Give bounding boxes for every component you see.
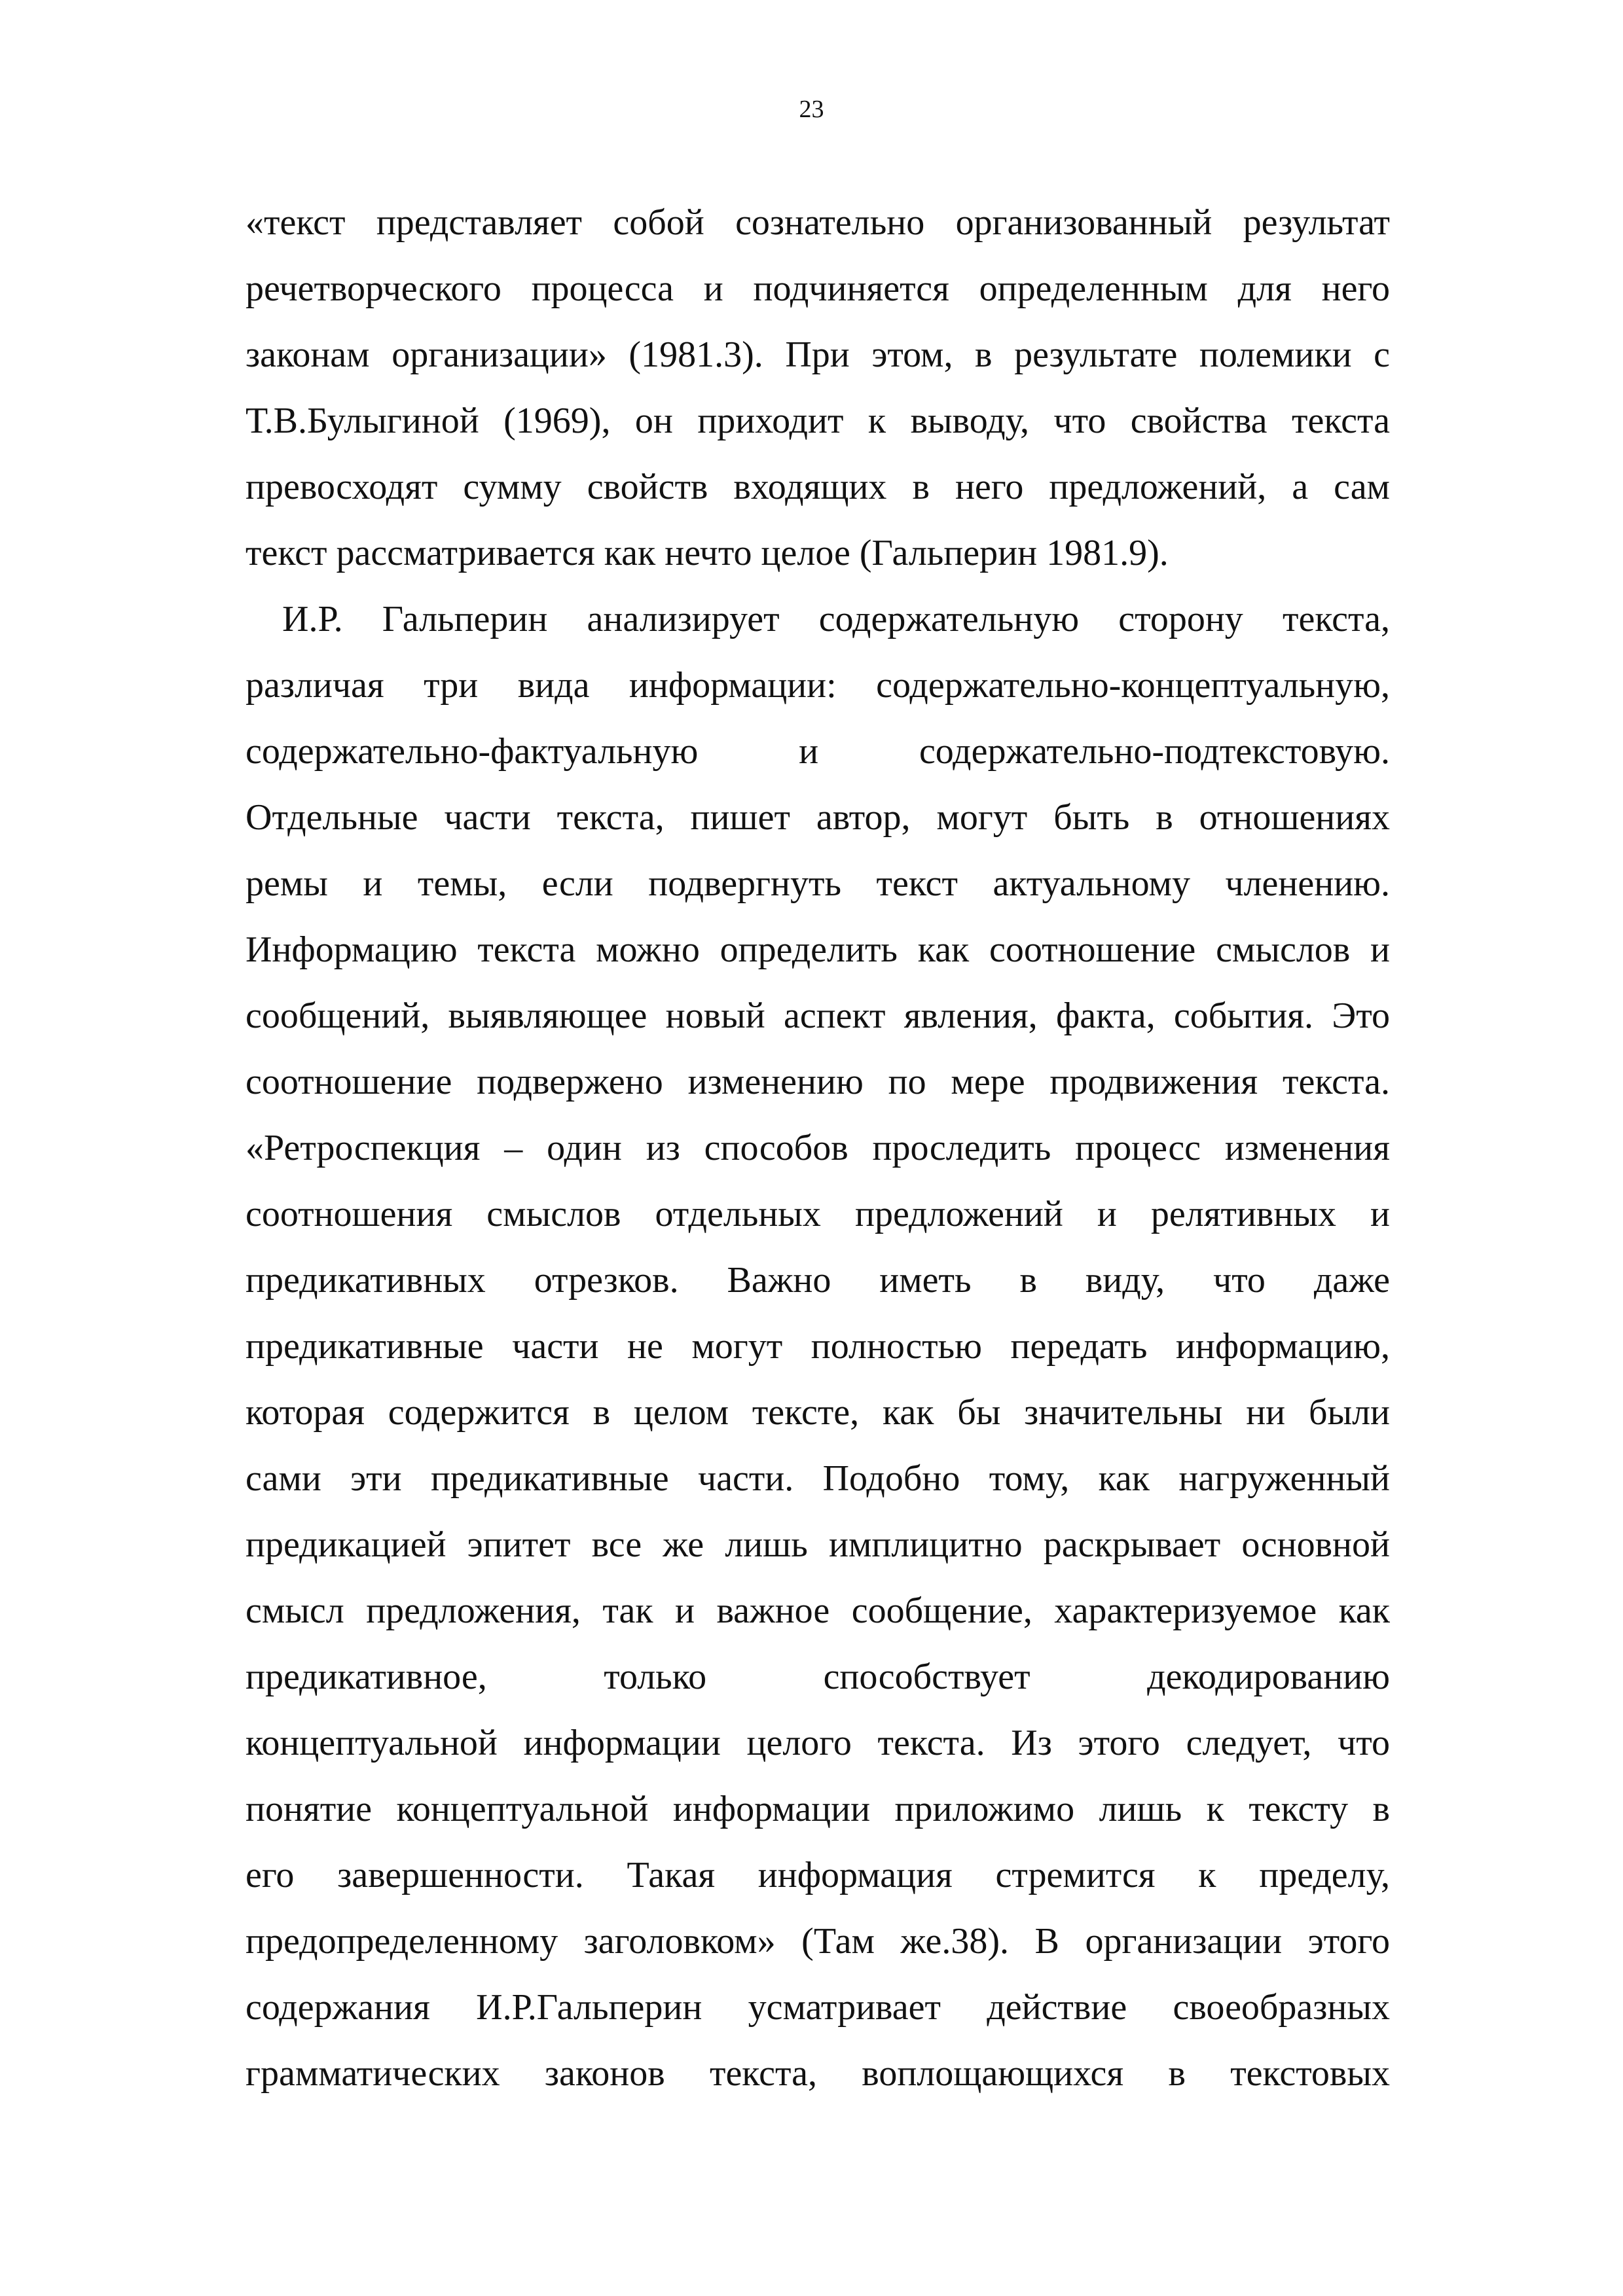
text-line: «текст представляет собой сознательно организованный результат bbox=[246, 202, 1390, 243]
body-text bbox=[246, 190, 1390, 2107]
text-line: предикативное, только способствует декодированию bbox=[246, 1657, 1390, 1697]
page-number: 23 bbox=[799, 96, 824, 123]
text-line: превосходят сумму свойств входящих в него предложений, а сам bbox=[246, 467, 1390, 507]
text-line: ремы и темы, если подвергнуть текст актуальному членению. bbox=[246, 863, 1390, 904]
text-line: предопределенному заголовком» (Там же.38). В организации этого bbox=[246, 1921, 1390, 1962]
text-line: сами эти предикативные части. Подобно тому, как нагруженный bbox=[246, 1458, 1390, 1499]
text-line: смысл предложения, так и важное сообщение, характеризуемое как bbox=[246, 1590, 1390, 1631]
text-line: предикативных отрезков. Важно иметь в виду, что даже bbox=[246, 1260, 1390, 1300]
text-line: концептуальной информации целого текста. Из этого следует, что bbox=[246, 1723, 1390, 1763]
text-line: грамматических законов текста, воплощающихся в текстовых bbox=[246, 2053, 1390, 2094]
text-line: которая содержится в целом тексте, как бы значительны ни были bbox=[246, 1392, 1390, 1433]
text-line: Отдельные части текста, пишет автор, могут быть в отношениях bbox=[246, 797, 1390, 838]
text-line: законам организации» (1981.3). При этом, в результате полемики с bbox=[246, 334, 1390, 375]
text-line: сообщений, выявляющее новый аспект явления, факта, события. Это bbox=[246, 996, 1390, 1036]
text-line: И.Р. Гальперин анализирует содержательную сторону текста, bbox=[282, 599, 1390, 639]
text-line: соотношение подвержено изменению по мере продвижения текста. bbox=[246, 1062, 1390, 1102]
text-line: Информацию текста можно определить как соотношение смыслов и bbox=[246, 929, 1390, 970]
text-line: предикацией эпитет все же лишь имплицитно раскрывает основной bbox=[246, 1524, 1390, 1565]
text-line: соотношения смыслов отдельных предложений и релятивных и bbox=[246, 1194, 1390, 1234]
text-line: различая три вида информации: содержательно-концептуальную, bbox=[246, 665, 1390, 706]
text-line: речетворческого процесса и подчиняется определенным для него bbox=[246, 268, 1390, 309]
text-line: понятие концептуальной информации приложимо лишь к тексту в bbox=[246, 1789, 1390, 1829]
text-line: предикативные части не могут полностью передать информацию, bbox=[246, 1326, 1390, 1367]
text-line: «Ретроспекция – один из способов проследить процесс изменения bbox=[246, 1128, 1390, 1168]
text-line: содержательно-фактуальную и содержательно-подтекстовую. bbox=[246, 731, 1390, 772]
text-line: текст рассматривается как нечто целое (Гальперин 1981.9). bbox=[246, 533, 1169, 573]
text-line: Т.В.Булыгиной (1969), он приходит к выводу, что свойства текста bbox=[246, 401, 1390, 441]
text-line: содержания И.Р.Гальперин усматривает действие своеобразных bbox=[246, 1987, 1390, 2028]
text-line: его завершенности. Такая информация стремится к пределу, bbox=[246, 1855, 1390, 1895]
